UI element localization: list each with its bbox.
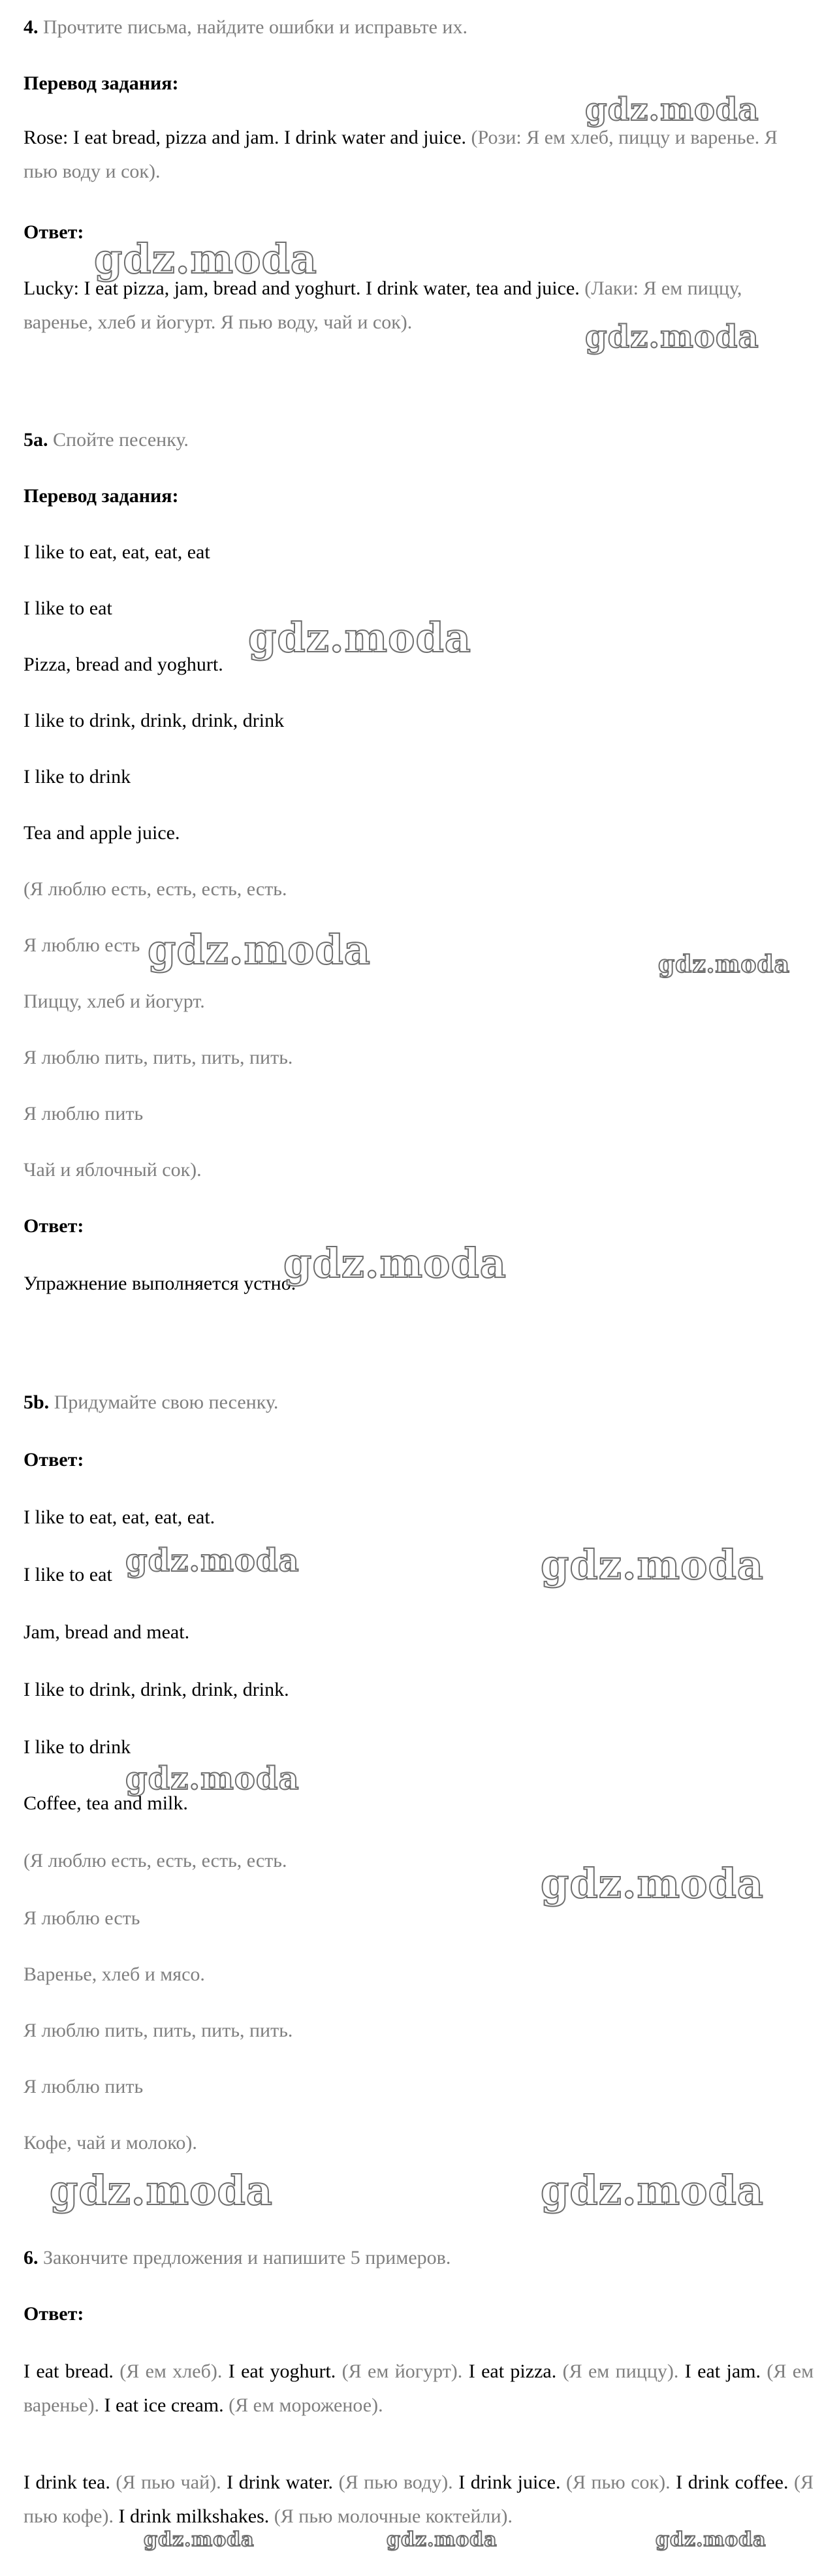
ex5a-song-line: Tea and apple juice.: [24, 822, 180, 844]
ex6-eat-en: I eat yoghurt.: [228, 2361, 336, 2382]
ex5b-song-translation-line: Я люблю есть: [24, 1907, 140, 1929]
ex5b-song-line: I like to eat, eat, eat, eat.: [24, 1506, 215, 1528]
watermark: gdz.moda: [585, 319, 759, 355]
watermark: gdz.moda: [658, 951, 790, 978]
ex6-eat-en: I eat pizza.: [468, 2361, 557, 2382]
ex4-heading: [24, 10, 814, 44]
ex4-rose-en: Rose: I eat bread, pizza and jam. I drink water and juice.: [24, 127, 467, 148]
ex5b-song-line: I like to drink, drink, drink, drink.: [24, 1679, 289, 1700]
ex6-drink-ru: (Я пью чай).: [116, 2472, 221, 2493]
ex6-drink-en: I drink coffee.: [676, 2472, 789, 2493]
watermark: gdz.moda: [541, 2167, 764, 2214]
ex6-drink-paragraph: [24, 2466, 814, 2534]
ex4-number: 4.: [24, 16, 39, 38]
ex4-answer-label: Ответ:: [24, 221, 84, 243]
ex6-answer-label: Ответ:: [24, 2303, 84, 2325]
ex4-rose-ru: (Рози: Я ем хлеб, пиццу и варенье. Я пью воду и сок).: [24, 127, 778, 182]
ex5b-song-line: I like to drink: [24, 1736, 131, 1758]
ex5b-song-line: I like to eat: [24, 1564, 112, 1585]
ex5b-song-line: Jam, bread and meat.: [24, 1621, 190, 1643]
ex6-eat-ru: (Я ем пиццу).: [562, 2361, 679, 2382]
ex5b-song-translation-line: Кофе, чай и молоко).: [24, 2132, 197, 2154]
ex6-eat-ru: (Я ем мороженое).: [229, 2394, 383, 2416]
watermark: gdz.moda: [541, 1541, 764, 1589]
ex6-drink-ru: (Я пью сок).: [566, 2472, 671, 2493]
ex5a-song-translation-line: (Я люблю есть, есть, есть, есть.: [24, 878, 287, 900]
ex5b-task: Придумайте свою песенку.: [54, 1391, 279, 1413]
ex6-drink-ru: (Я пью кофе).: [24, 2472, 814, 2527]
ex6-eat-paragraph: [24, 2355, 814, 2423]
ex6-drink-ru: (Я пью воду).: [338, 2472, 453, 2493]
watermark: gdz.moda: [656, 2528, 767, 2551]
ex5b-song-translation-line: Варенье, хлеб и мясо.: [24, 1964, 205, 1985]
watermark: gdz.moda: [148, 926, 371, 974]
ex6-drink-en: I drink tea.: [24, 2472, 110, 2493]
ex5b-song-line: Coffee, tea and milk.: [24, 1792, 188, 1814]
ex5a-number: 5a.: [24, 429, 48, 451]
ex5a-song-line: I like to drink, drink, drink, drink: [24, 710, 285, 731]
ex5b-song-translation-line: Я люблю пить, пить, пить, пить.: [24, 2020, 293, 2041]
watermark: gdz.moda: [125, 1760, 300, 1797]
watermark: gdz.moda: [125, 1542, 300, 1579]
ex5b-number: 5b.: [24, 1391, 50, 1413]
ex5a-song-line: I like to eat, eat, eat, eat: [24, 541, 210, 563]
ex6-number: 6.: [24, 2247, 39, 2268]
watermark: gdz.moda: [541, 1860, 764, 1907]
ex5a-song-translation-line: Я люблю пить: [24, 1103, 144, 1124]
ex6-eat-en: I eat ice cream.: [104, 2394, 224, 2416]
ex6-drink-en: I drink water.: [227, 2472, 334, 2493]
ex4-rose-paragraph: [24, 121, 814, 189]
watermark: gdz.moda: [585, 91, 759, 128]
ex5a-song-translation-line: Я люблю пить, пить, пить, пить.: [24, 1047, 293, 1068]
ex5a-song-line: I like to eat: [24, 597, 112, 619]
ex5a-song-line: I like to drink: [24, 766, 131, 787]
ex4-translation-label: Перевод задания:: [24, 72, 179, 94]
watermark: gdz.moda: [387, 2528, 498, 2551]
ex6-eat-ru: (Я ем хлеб).: [119, 2361, 223, 2382]
ex5b-heading: [24, 1386, 814, 1420]
ex6-drink-ru: (Я пью молочные коктейли).: [274, 2505, 513, 2527]
ex5a-task: Спойте песенку.: [53, 429, 189, 451]
ex6-eat-en: I eat bread.: [24, 2361, 114, 2382]
ex6-drink-en: I drink milkshakes.: [118, 2505, 270, 2527]
ex5a-song-translation-line: Чай и яблочный сок).: [24, 1159, 202, 1181]
ex6-heading: [24, 2241, 814, 2275]
ex4-task: Прочтите письма, найдите ошибки и исправьте их.: [43, 16, 467, 38]
ex5a-song-line: Pizza, bread and yoghurt.: [24, 654, 223, 675]
ex6-eat-en: I eat jam.: [684, 2361, 761, 2382]
ex5a-heading: [24, 423, 814, 457]
watermark: gdz.moda: [50, 2167, 273, 2214]
ex5a-translation-label: Перевод задания:: [24, 485, 179, 507]
watermark: gdz.moda: [144, 2528, 255, 2551]
ex5b-song-translation-line: (Я люблю есть, есть, есть, есть.: [24, 1850, 287, 1871]
ex5b-answer-label: Ответ:: [24, 1449, 84, 1471]
ex5a-song-translation-line: Пиццу, хлеб и йогурт.: [24, 991, 205, 1012]
ex6-eat-ru: (Я ем варенье).: [24, 2361, 814, 2416]
ex6-eat-ru: (Я ем йогурт).: [341, 2361, 463, 2382]
ex5b-song-translation-line: Я люблю пить: [24, 2076, 144, 2097]
ex5a-answer-label: Ответ:: [24, 1215, 84, 1237]
watermark: gdz.moda: [94, 235, 317, 283]
ex5a-song-translation-line: Я люблю есть: [24, 934, 140, 956]
watermark: gdz.moda: [248, 614, 471, 661]
ex5a-answer: Упражнение выполняется устно.: [24, 1273, 296, 1294]
ex4-lucky-en: Lucky: I eat pizza, jam, bread and yoghurt. I drink water, tea and juice.: [24, 278, 580, 299]
ex6-task: Закончите предложения и напишите 5 примеров.: [43, 2247, 451, 2268]
ex6-drink-en: I drink juice.: [458, 2472, 561, 2493]
watermark: gdz.moda: [283, 1239, 507, 1287]
ex4-lucky-ru: (Лаки: Я ем пиццу, варенье, хлеб и йогурт. Я пью воду, чай и сок).: [24, 278, 742, 333]
